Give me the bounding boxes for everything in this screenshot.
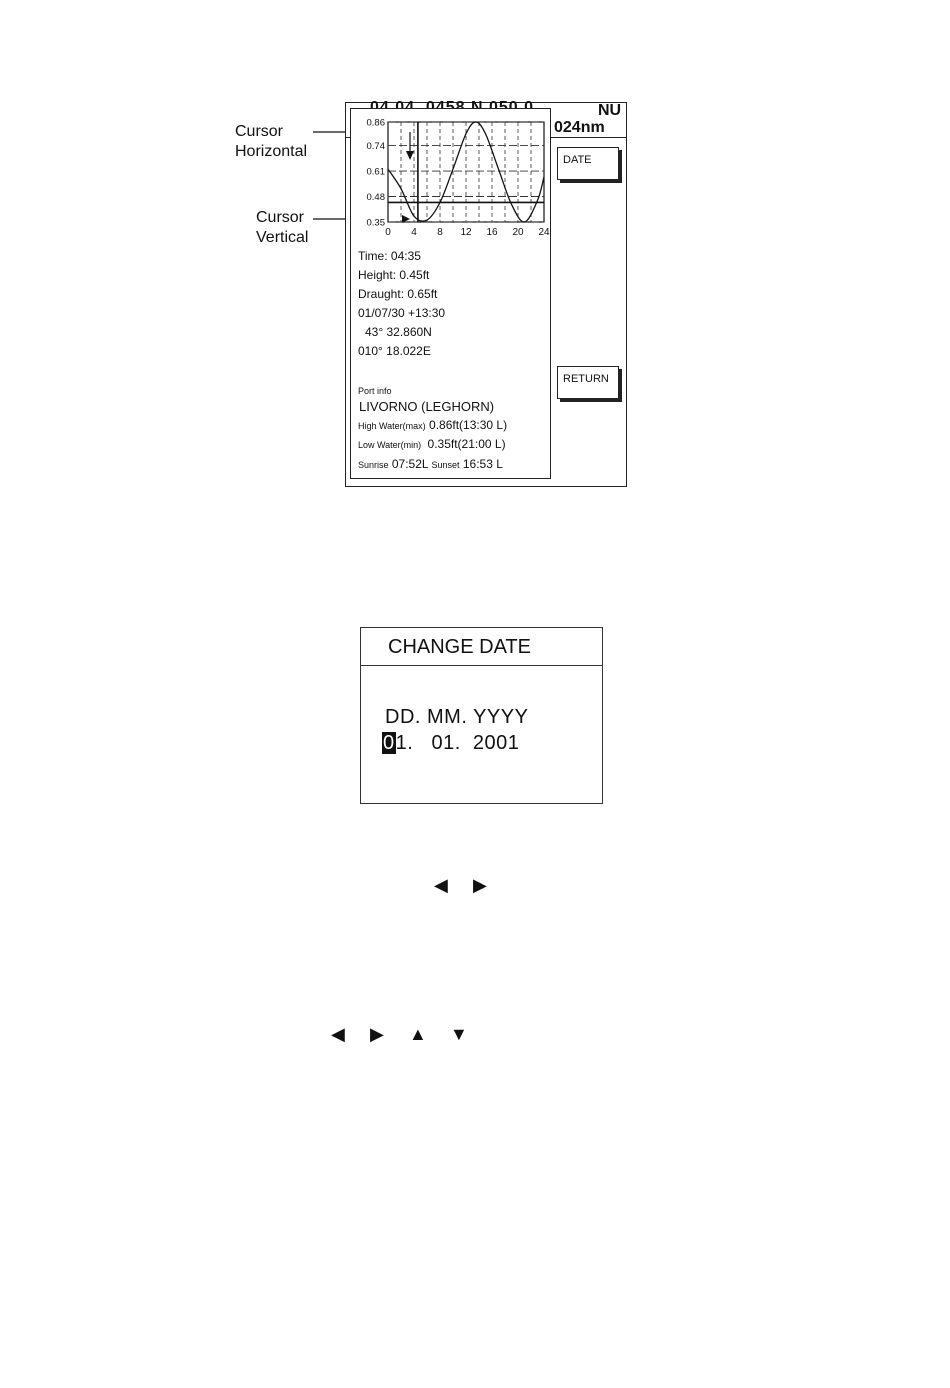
dialog-divider [360,665,603,666]
date-format-label: DD. MM. YYYY [385,706,529,728]
x-tick-label: 24 [538,227,550,238]
y-tick-label: 0.35 [366,217,385,229]
return-button[interactable]: RETURN [557,366,619,399]
port-name: LIVORNO (LEGHORN) [359,399,495,414]
low-water-label: Low Water(min) [358,440,422,450]
sun-row [358,455,503,475]
latitude: 43° 32.860N [365,325,432,339]
y-tick-label: 0.48 [366,192,385,204]
y-tick-label: 0.61 [366,166,385,178]
high-water-row [358,416,507,436]
draught-readout: Draught: 0.65ft [358,287,438,301]
date-value: 1. 01. 2001 [395,732,520,754]
x-tick-label: 4 [411,227,417,238]
date-input[interactable] [382,732,519,755]
time-readout: Time: 04:35 [358,249,421,263]
header-distance: 024nm [554,119,605,136]
sunset-label: Sunset [431,460,460,470]
right-arrow-icon: ▶ [473,875,487,895]
date-offset: 01/07/30 +13:30 [358,306,446,320]
height-readout: Height: 0.45ft [358,268,430,282]
header-mode: NU [598,102,622,119]
horizontal-callout-arrowhead [406,151,414,160]
high-water-value: 0.86ft(13:30 L) [429,418,508,432]
callout-line-1: Cursor [256,209,305,226]
left-arrow-icon: ◀ [331,1024,345,1044]
dialog-title: CHANGE DATE [388,636,531,658]
x-tick-label: 20 [512,227,524,238]
port-info-label: Port info [358,386,392,396]
x-tick-label: 0 [385,227,391,238]
y-tick-label: 0.74 [366,141,385,153]
date-cursor: 0 [383,732,395,754]
callout-line-1: Cursor [235,123,284,140]
x-tick-label: 8 [437,227,443,238]
tide-info [358,247,445,361]
x-tick-label: 16 [486,227,498,238]
right-arrow-icon: ▶ [370,1024,384,1044]
up-arrow-icon: ▲ [409,1024,427,1044]
down-arrow-icon: ▼ [450,1024,468,1044]
low-water-row [358,435,506,455]
callout-line-2: Horizontal [235,143,308,160]
callout-line-2: Vertical [256,229,309,246]
sunrise-value: 07:52L [391,457,429,471]
y-tick-label: 0.86 [366,117,385,129]
left-arrow-icon: ◀ [434,875,448,895]
longitude: 010° 18.022E [358,344,431,358]
x-tick-label: 12 [460,227,472,238]
sunrise-label: Sunrise [358,460,389,470]
high-water-label: High Water(max) [358,421,426,431]
sunset-value: 16:53 L [462,457,503,471]
low-water-value: 0.35ft(21:00 L) [427,437,506,451]
date-button[interactable]: DATE [557,147,619,180]
tide-chart [352,110,550,242]
